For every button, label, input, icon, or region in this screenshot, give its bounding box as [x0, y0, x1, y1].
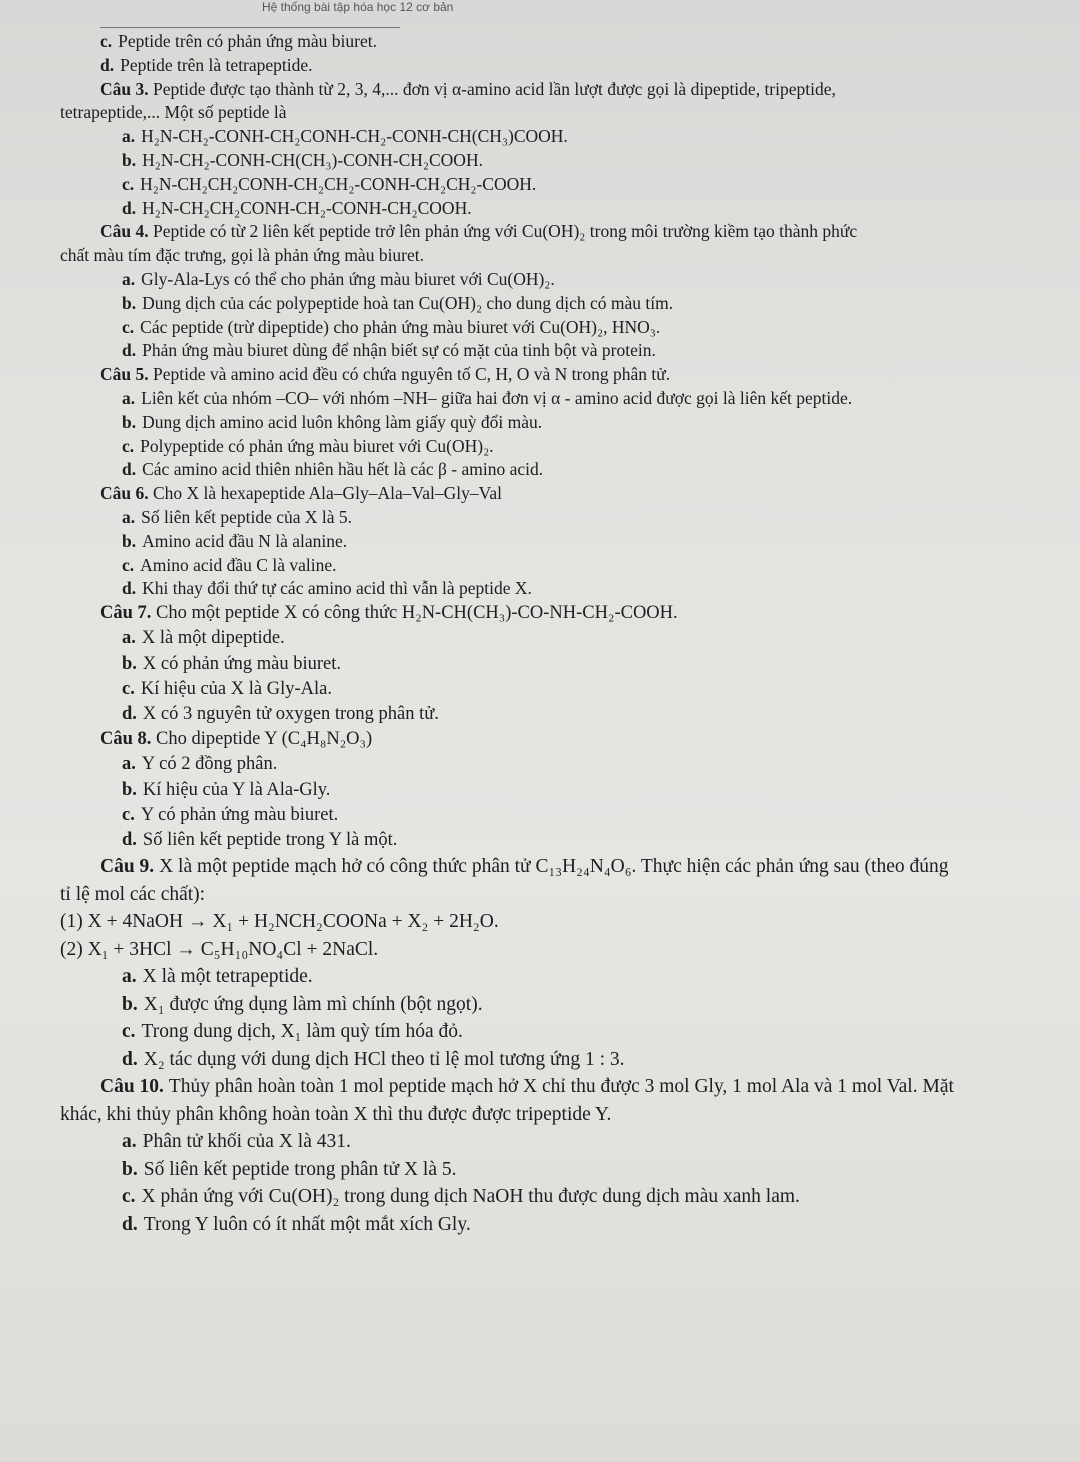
text-line	[60, 435, 1070, 459]
text-line	[60, 778, 1070, 803]
text-line	[60, 1073, 1070, 1101]
text-line	[60, 530, 1070, 554]
option-label: b.	[122, 411, 137, 432]
text-line	[60, 828, 1070, 853]
line-text: H₂N-CH₂CH₂CONH-CH₂CH₂-CONH-CH₂CH₂-COOH.	[140, 173, 537, 194]
line-text: Amino acid đầu C là valine.	[140, 554, 337, 575]
text-line	[60, 652, 1070, 677]
option-label: b.	[122, 779, 137, 800]
option-label: d.	[122, 829, 137, 850]
text-line	[60, 482, 1070, 506]
document-content	[60, 30, 1070, 1238]
text-line	[60, 1128, 1070, 1156]
line-text: X có 3 nguyên tử oxygen trong phân tử.	[142, 703, 439, 724]
line-text: Liên kết của nhóm –CO– với nhóm –NH– giữa hai đơn vị α - amino acid được gọi là liên kết peptide.	[141, 387, 853, 408]
option-label: c.	[122, 1021, 136, 1043]
option-label: c.	[122, 435, 135, 456]
option-label: a.	[122, 126, 136, 147]
line-text: X có phản ứng màu biuret.	[142, 653, 341, 674]
text-line	[60, 125, 1070, 149]
text-line	[60, 577, 1070, 601]
text-line	[60, 411, 1070, 435]
text-line	[60, 197, 1070, 221]
line-text: Số liên kết peptide trong phân tử X là 5.	[143, 1158, 457, 1180]
text-line	[60, 1101, 1070, 1129]
text-line	[60, 506, 1070, 530]
option-label: d.	[122, 578, 137, 599]
text-line	[60, 702, 1070, 727]
line-text: Số liên kết peptide của X là 5.	[141, 506, 353, 527]
question-number: Câu 8.	[100, 729, 157, 750]
option-label: c.	[100, 31, 113, 51]
text-line	[60, 220, 1070, 244]
line-text: Khi thay đổi thứ tự các amino acid thì vẫn là peptide X.	[142, 578, 532, 599]
line-text: Cho dipeptide Y (C₄H₈N₂O₃)	[156, 729, 373, 750]
line-text: Phản ứng màu biuret dùng để nhận biết sự có mặt của tinh bột và protein.	[142, 340, 656, 361]
text-line	[60, 173, 1070, 197]
question-number: Câu 10.	[100, 1076, 169, 1098]
text-line	[60, 963, 1070, 991]
line-text: H₂N-CH₂-CONH-CH(CH₃)-CONH-CH₂COOH.	[142, 149, 483, 170]
text-line	[60, 78, 1070, 102]
text-line	[60, 727, 1070, 752]
line-text: Amino acid đầu N là alanine.	[142, 530, 348, 551]
question-number: Câu 6.	[100, 483, 153, 504]
line-text: (1) X + 4NaOH → X₁ + H₂NCH₂COONa + X₂ + 2H₂O.	[60, 911, 499, 933]
line-text: X₁ được ứng dụng làm mì chính (bột ngọt).	[143, 993, 483, 1015]
text-line	[60, 149, 1070, 173]
option-label: a.	[122, 966, 137, 988]
text-line	[60, 881, 1070, 909]
option-label: c.	[122, 1186, 136, 1208]
option-label: b.	[122, 993, 138, 1015]
question-number: Câu 9.	[100, 856, 160, 878]
line-text: Peptide có từ 2 liên kết peptide trở lên phản ứng với Cu(OH)₂ trong môi trường kiềm tạo thành phức	[153, 221, 858, 242]
line-text: Gly-Ala-Lys có thể cho phản ứng màu biuret với Cu(OH)₂.	[141, 268, 555, 289]
text-line	[60, 853, 1070, 881]
line-text: Kí hiệu của X là Gly-Ala.	[140, 678, 332, 699]
option-label: a.	[122, 506, 136, 527]
text-line	[60, 991, 1070, 1019]
line-text: Peptide được tạo thành từ 2, 3, 4,... đơn vị α-amino acid lần lượt được gọi là dipeptide, tripeptide,	[153, 78, 836, 99]
line-text: Peptide trên có phản ứng màu biuret.	[118, 31, 377, 51]
option-label: c.	[122, 554, 135, 575]
page-header: Hệ thống bài tập hóa học 12 cơ bản	[262, 0, 454, 14]
question-number: Câu 5.	[100, 364, 153, 385]
line-text: Phân tử khối của X là 431.	[142, 1131, 351, 1153]
line-text: H₂N-CH₂-CONH-CH₂CONH-CH₂-CONH-CH(CH₃)COOH.	[141, 126, 568, 147]
line-text: Cho X là hexapeptide Ala–Gly–Ala–Val–Gly–Val	[153, 483, 502, 504]
option-label: d.	[100, 54, 115, 75]
text-line	[60, 363, 1070, 387]
header-rule	[100, 27, 400, 28]
line-text: X phản ứng với Cu(OH)₂ trong dung dịch NaOH thu được dung dịch màu xanh lam.	[141, 1186, 800, 1208]
line-text: Trong Y luôn có ít nhất một mắt xích Gly.	[143, 1213, 471, 1235]
option-label: a.	[122, 628, 136, 649]
text-line	[60, 1046, 1070, 1074]
text-line	[60, 54, 1070, 78]
line-text: Số liên kết peptide trong Y là một.	[142, 829, 398, 850]
line-text: (2) X₁ + 3HCl → C₅H₁₀NO₄Cl + 2NaCl.	[60, 938, 379, 960]
text-line	[60, 244, 1070, 268]
text-line	[60, 677, 1070, 702]
line-text: Dung dịch của các polypeptide hoà tan Cu(OH)₂ cho dung dịch có màu tím.	[142, 292, 674, 313]
line-text: tỉ lệ mol các chất):	[60, 883, 206, 905]
text-line	[60, 936, 1070, 964]
line-text: tetrapeptide,... Một số peptide là	[60, 102, 287, 123]
line-text: Y có phản ứng màu biuret.	[140, 804, 339, 825]
option-label: a.	[122, 754, 136, 775]
option-label: b.	[122, 530, 137, 551]
text-line	[60, 1156, 1070, 1184]
text-line	[60, 339, 1070, 363]
text-line	[60, 1018, 1070, 1046]
option-label: d.	[122, 1048, 138, 1070]
line-text: H₂N-CH₂CH₂CONH-CH₂-CONH-CH₂COOH.	[142, 197, 472, 218]
line-text: Thủy phân hoàn toàn 1 mol peptide mạch hở X chỉ thu được 3 mol Gly, 1 mol Ala và 1 mol Val. Mặt	[168, 1076, 954, 1098]
option-label: c.	[122, 316, 135, 337]
line-text: khác, khi thủy phân không hoàn toàn X thì thu được được tripeptide Y.	[60, 1103, 612, 1125]
option-label: c.	[122, 173, 135, 194]
text-line	[60, 752, 1070, 777]
line-text: Y có 2 đồng phân.	[141, 754, 278, 775]
line-text: X là một tetrapeptide.	[142, 966, 313, 988]
text-line	[60, 554, 1070, 578]
line-text: Trong dung dịch, X₁ làm quỳ tím hóa đỏ.	[141, 1021, 463, 1043]
text-line	[60, 458, 1070, 482]
question-number: Câu 3.	[100, 78, 153, 99]
option-label: b.	[122, 653, 137, 674]
option-label: d.	[122, 703, 137, 724]
line-text: chất màu tím đặc trưng, gọi là phản ứng màu biuret.	[60, 245, 425, 266]
line-text: Polypeptide có phản ứng màu biuret với Cu(OH)₂.	[140, 435, 494, 456]
option-label: b.	[122, 1158, 138, 1180]
text-line	[60, 268, 1070, 292]
option-label: c.	[122, 804, 135, 825]
text-line	[60, 626, 1070, 651]
text-line	[60, 1183, 1070, 1211]
line-text: X₂ tác dụng với dung dịch HCl theo tỉ lệ mol tương ứng 1 : 3.	[143, 1048, 625, 1070]
line-text: Peptide trên là tetrapeptide.	[120, 54, 313, 75]
text-line	[60, 803, 1070, 828]
option-label: a.	[122, 387, 136, 408]
text-line	[60, 30, 1070, 54]
line-text: Các peptide (trừ dipeptide) cho phản ứng màu biuret với Cu(OH)₂, HNO₃.	[140, 316, 661, 337]
line-text: Peptide và amino acid đều có chứa nguyên tố C, H, O và N trong phân tử.	[153, 364, 671, 385]
text-line	[60, 1211, 1070, 1239]
option-label: c.	[122, 678, 135, 699]
question-number: Câu 4.	[100, 221, 153, 242]
line-text: X là một dipeptide.	[141, 628, 285, 649]
text-line	[60, 316, 1070, 340]
option-label: b.	[122, 292, 137, 313]
line-text: Kí hiệu của Y là Ala-Gly.	[142, 779, 331, 800]
option-label: b.	[122, 149, 137, 170]
text-line	[60, 601, 1070, 626]
line-text: Các amino acid thiên nhiên hầu hết là các β - amino acid.	[142, 459, 544, 480]
text-line	[60, 908, 1070, 936]
option-label: a.	[122, 268, 136, 289]
text-line	[60, 387, 1070, 411]
option-label: d.	[122, 459, 137, 480]
option-label: a.	[122, 1131, 137, 1153]
option-label: d.	[122, 1213, 138, 1235]
option-label: d.	[122, 197, 137, 218]
line-text: X là một peptide mạch hở có công thức phân tử C₁₃H₂₄N₄O₆. Thực hiện các phản ứng sau (theo đúng	[159, 856, 949, 878]
line-text: Dung dịch amino acid luôn không làm giấy quỳ đổi màu.	[142, 411, 543, 432]
option-label: d.	[122, 340, 137, 361]
question-number: Câu 7.	[100, 603, 157, 624]
line-text: Cho một peptide X có công thức H₂N-CH(CH₃)-CO-NH-CH₂-COOH.	[156, 603, 678, 624]
text-line	[60, 101, 1070, 125]
text-line	[60, 292, 1070, 316]
